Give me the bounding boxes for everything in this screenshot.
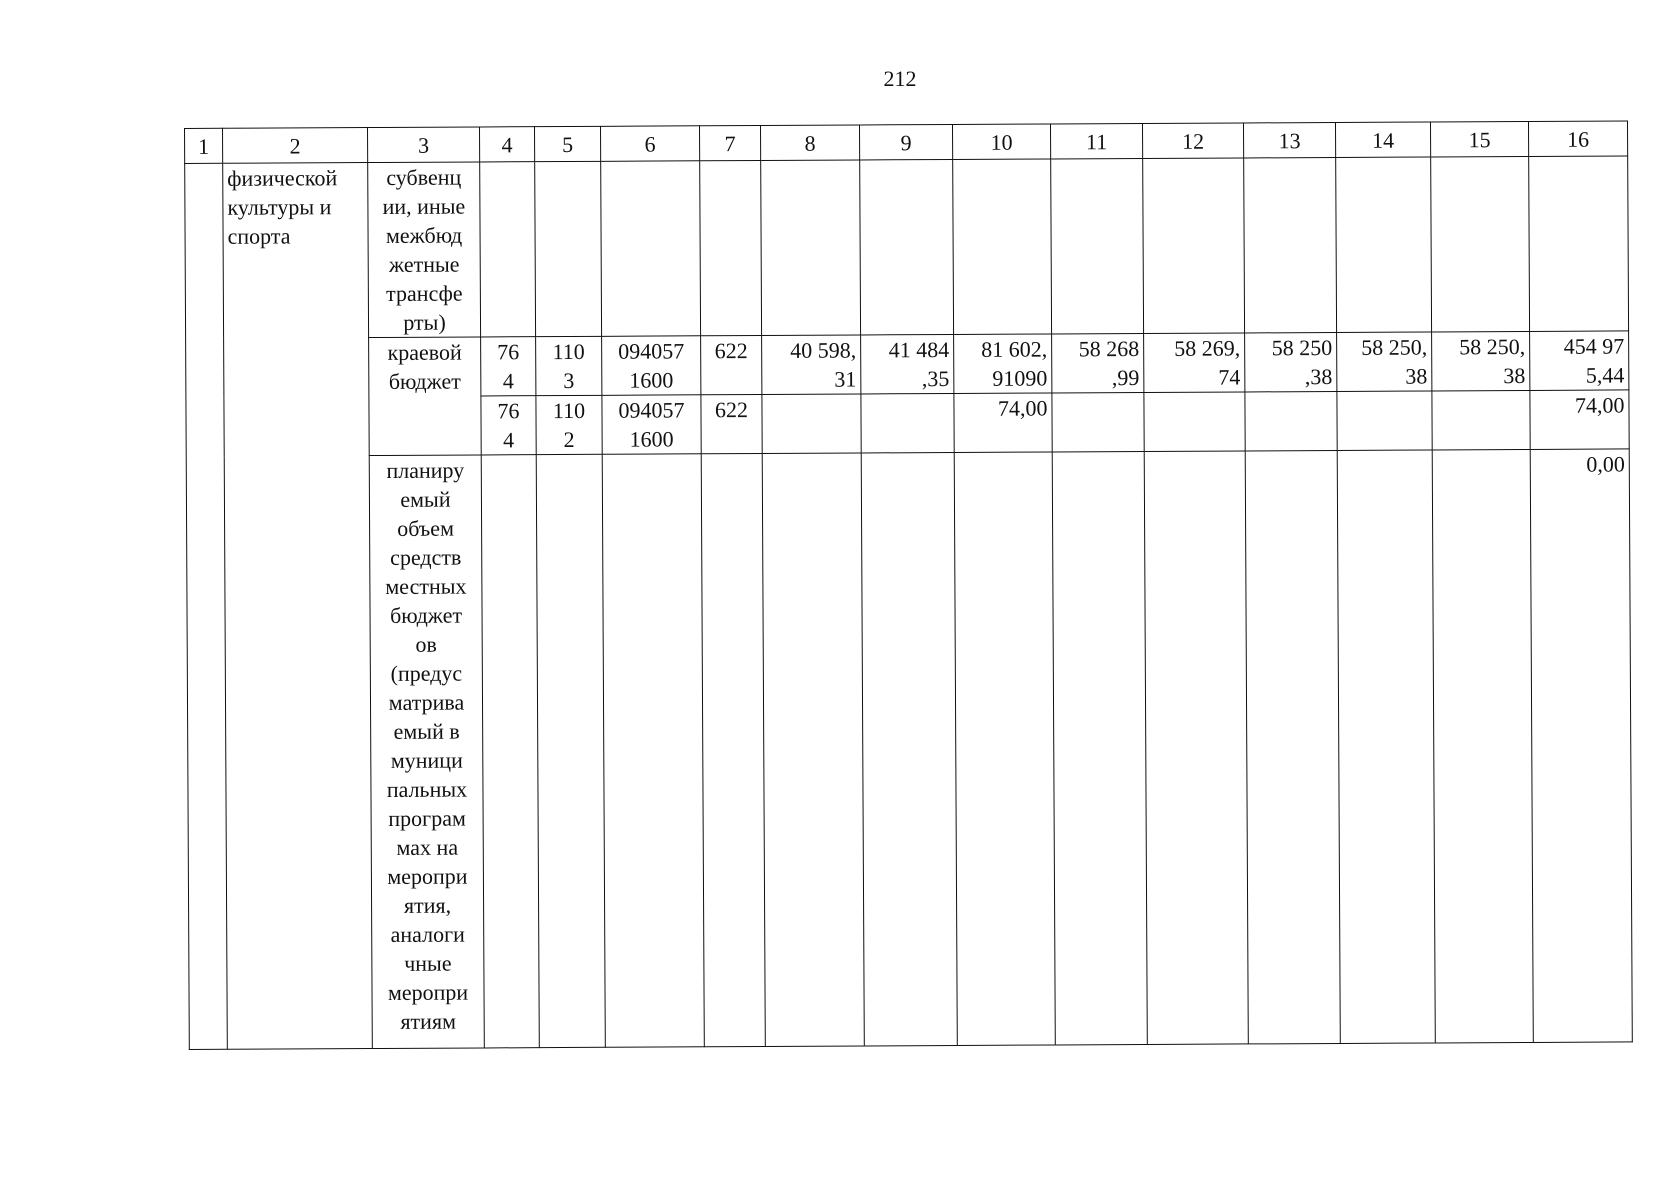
empty-cell bbox=[953, 159, 1052, 335]
empty-cell bbox=[1337, 450, 1435, 1043]
header-cell: 2 bbox=[223, 128, 368, 164]
col4-cell: 76 4 bbox=[481, 396, 536, 455]
header-cell: 16 bbox=[1528, 121, 1627, 157]
empty-cell bbox=[860, 159, 954, 334]
empty-cell bbox=[1052, 451, 1147, 1044]
empty-cell bbox=[481, 455, 539, 1048]
header-cell: 3 bbox=[368, 127, 480, 163]
empty-cell bbox=[954, 452, 1055, 1046]
col10-cell: 81 602, 91090 bbox=[954, 334, 1052, 394]
empty-cell bbox=[1245, 391, 1337, 450]
source-local-cell: планиру емый объем средств местных бюджет ов (предус матрива емый в муници пальных програм мах на меропри ятия, аналоги чные меропри ятиям bbox=[369, 455, 484, 1049]
col16-cell: 74,00 bbox=[1530, 390, 1629, 450]
header-cell: 12 bbox=[1142, 123, 1243, 159]
empty-cell bbox=[1144, 451, 1248, 1045]
section-title-cell: физической культуры и спорта bbox=[223, 163, 373, 1050]
empty-cell bbox=[536, 454, 605, 1047]
empty-cell bbox=[601, 161, 701, 337]
col13-cell: 58 250 ,38 bbox=[1245, 332, 1337, 391]
empty-cell bbox=[1244, 157, 1337, 332]
col11-cell: 58 268 ,99 bbox=[1052, 333, 1144, 392]
header-cell: 4 bbox=[479, 127, 534, 162]
index-cell bbox=[185, 163, 228, 1049]
empty-cell bbox=[1432, 390, 1530, 450]
table-row bbox=[186, 449, 1632, 1050]
header-cell: 1 bbox=[185, 128, 223, 163]
empty-cell bbox=[1336, 157, 1432, 332]
empty-cell bbox=[701, 453, 765, 1046]
col7-cell: 622 bbox=[701, 394, 762, 453]
header-cell: 8 bbox=[760, 125, 859, 161]
header-cell: 6 bbox=[600, 126, 699, 162]
empty-cell bbox=[861, 452, 957, 1045]
empty-cell bbox=[861, 393, 954, 452]
col5-cell: 110 3 bbox=[536, 336, 602, 395]
source-regional-cell: краевой бюджет bbox=[369, 337, 482, 456]
col12-cell: 58 269, 74 bbox=[1144, 333, 1245, 393]
col8-cell: 40 598, 31 bbox=[762, 335, 861, 395]
header-cell: 5 bbox=[534, 126, 600, 161]
empty-cell bbox=[762, 394, 861, 454]
col6-cell: 094057 1600 bbox=[602, 336, 701, 396]
empty-cell bbox=[1051, 158, 1144, 333]
empty-cell bbox=[1337, 391, 1432, 450]
empty-cell bbox=[535, 161, 602, 336]
col7-cell: 622 bbox=[701, 335, 762, 394]
col14-cell: 58 250, 38 bbox=[1337, 332, 1432, 391]
col9-cell: 41 484 ,35 bbox=[861, 334, 954, 393]
col4-cell: 76 4 bbox=[481, 337, 536, 396]
empty-cell bbox=[1245, 450, 1340, 1043]
table-row bbox=[185, 156, 1629, 339]
empty-cell bbox=[1529, 156, 1629, 332]
empty-cell bbox=[1143, 158, 1245, 334]
header-cell: 11 bbox=[1050, 123, 1142, 158]
empty-cell bbox=[1432, 449, 1533, 1043]
col6-cell: 094057 1600 bbox=[602, 395, 701, 455]
header-cell: 14 bbox=[1335, 122, 1430, 157]
col16-cell: 454 97 5,44 bbox=[1530, 331, 1629, 391]
budget-table bbox=[184, 120, 1633, 1050]
col5-cell: 110 2 bbox=[536, 395, 602, 454]
empty-cell bbox=[762, 453, 864, 1047]
empty-cell bbox=[602, 454, 704, 1048]
empty-cell bbox=[700, 160, 762, 335]
col16-cell: 0,00 bbox=[1530, 449, 1632, 1043]
col10-cell: 74,00 bbox=[954, 393, 1052, 453]
empty-cell bbox=[480, 162, 536, 337]
header-cell: 9 bbox=[859, 124, 952, 159]
col15-cell: 58 250, 38 bbox=[1432, 331, 1530, 391]
empty-cell bbox=[1144, 392, 1245, 452]
page-number: 212 bbox=[883, 66, 917, 91]
empty-cell bbox=[1052, 392, 1144, 451]
empty-cell bbox=[761, 160, 861, 336]
header-cell: 10 bbox=[952, 124, 1050, 160]
table-row bbox=[186, 331, 1629, 398]
empty-cell bbox=[1431, 156, 1530, 332]
header-cell: 13 bbox=[1243, 122, 1335, 157]
header-cell: 15 bbox=[1430, 121, 1528, 157]
header-cell: 7 bbox=[699, 125, 760, 160]
source-transfers-cell: субвенц ии, иные межбюд жетные трансфе рты) bbox=[368, 162, 481, 338]
